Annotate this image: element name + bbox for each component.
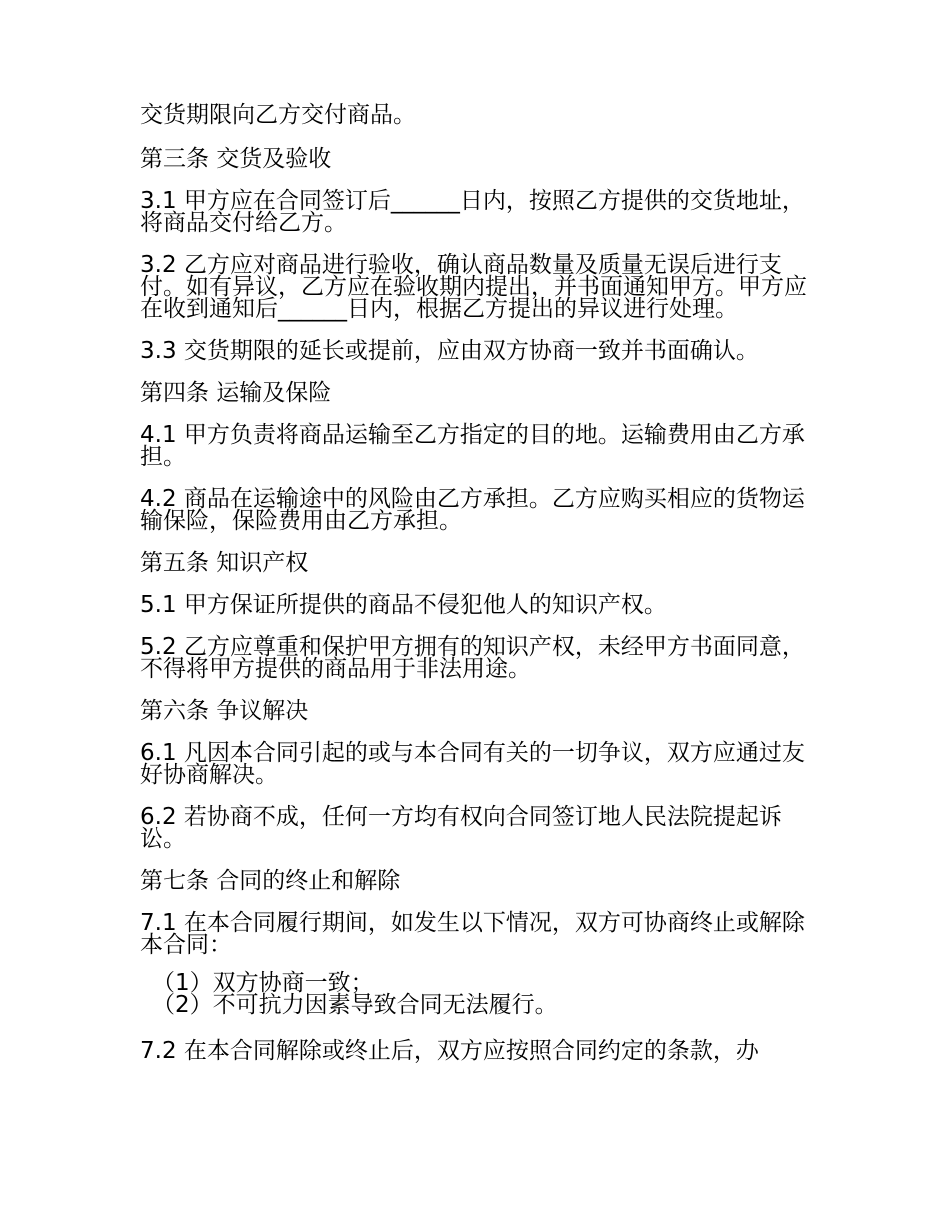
- clause-4-2: 4.2 商品在运输途中的风险由乙方承担。乙方应购买相应的货物运输保险，保险费用由乙方承担。: [140, 486, 805, 534]
- clause-3-2: 3.2 乙方应对商品进行验收，确认商品数量及质量无误后进行支付。如有异议，乙方应在验收期内提出，并书面通知甲方。甲方应在收到通知后______日内，根据乙方提出的异议进行处理。: [140, 252, 807, 322]
- clause-7-1: 7.1 在本合同履行期间，如发生以下情况，双方可协商终止或解除本合同：: [140, 910, 805, 958]
- article-5-heading: 第五条 知识产权: [140, 550, 309, 576]
- termination-conditions-list: [152, 972, 808, 1016]
- list-item: （2）不可抗力因素导致合同无法履行。: [152, 992, 558, 1018]
- clause-6-1: 6.1 凡因本合同引起的或与本合同有关的一切争议，双方应通过友好协商解决。: [140, 740, 805, 788]
- clause-5-1: 5.1 甲方保证所提供的商品不侵犯他人的知识产权。: [140, 592, 667, 618]
- article-7-heading: 第七条 合同的终止和解除: [140, 868, 401, 894]
- clause-3-1: 3.1 甲方应在合同签订后______日内，按照乙方提供的交货地址，将商品交付给乙方。: [140, 188, 805, 236]
- clause-4-1: 4.1 甲方负责将商品运输至乙方指定的目的地。运输费用由乙方承担。: [140, 422, 805, 470]
- clause-3-3: 3.3 交货期限的延长或提前，应由双方协商一致并书面确认。: [140, 338, 759, 364]
- clause-6-2: 6.2 若协商不成，任何一方均有权向合同签订地人民法院提起诉讼。: [140, 804, 782, 852]
- list-item: （1）双方协商一致；: [152, 970, 374, 996]
- article-4-heading: 第四条 运输及保险: [140, 380, 332, 406]
- document-page: [140, 104, 808, 1082]
- article-3-heading: 第三条 交货及验收: [140, 146, 332, 172]
- clause-7-2: 7.2 在本合同解除或终止后，双方应按照合同约定的条款，办: [140, 1038, 759, 1064]
- article-6-heading: 第六条 争议解决: [140, 698, 309, 724]
- paragraph-continuation: 交货期限向乙方交付商品。: [140, 102, 416, 128]
- clause-5-2: 5.2 乙方应尊重和保护甲方拥有的知识产权，未经甲方书面同意，不得将甲方提供的商品用于非法用途。: [140, 634, 805, 682]
